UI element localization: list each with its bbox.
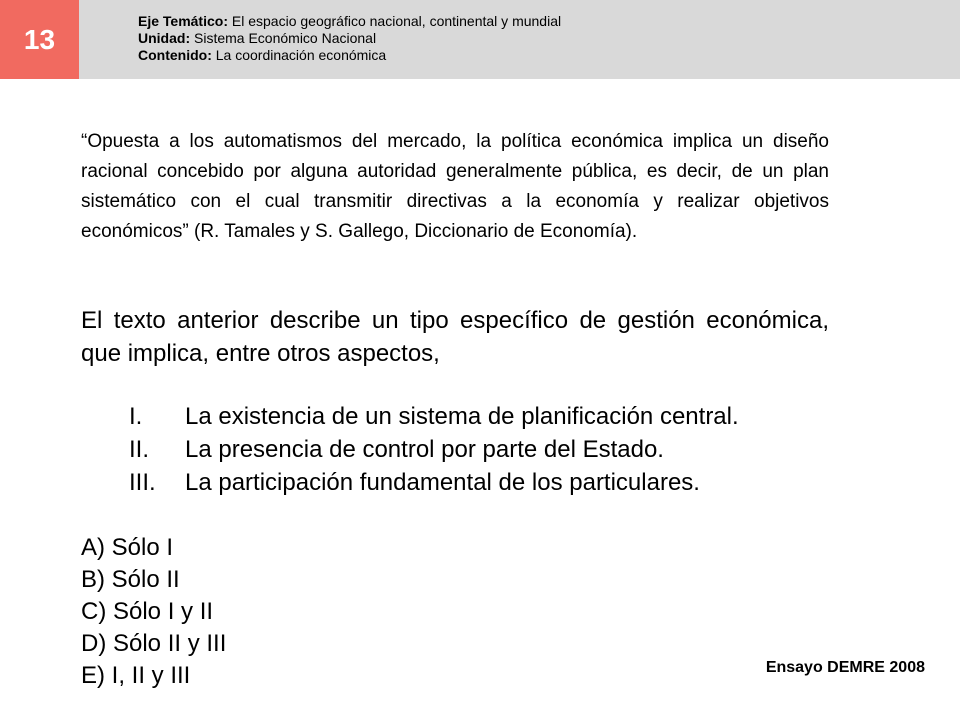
source-citation: Ensayo DEMRE 2008	[765, 659, 925, 676]
question-number-badge: 13	[0, 0, 79, 79]
question-stem: El texto anterior describe un tipo específico de gestión económica, que implica, entre otros aspectos,	[81, 307, 829, 367]
answer-option-b[interactable]: B) Sólo II	[81, 566, 180, 593]
answer-options	[81, 532, 226, 692]
quote-paragraph: “Opuesta a los automatismos del mercado, la política económica implica un diseño racional concebido por alguna autoridad generalmente pública, es decir, de un plan sistemático con el cual transmitir directivas a la economía y realizar objetivos económicos” (R. Tamales y S. Gallego, Diccionario de Economía).	[81, 131, 829, 242]
unidad-value: Sistema Económico Nacional	[194, 30, 377, 46]
answer-option-c[interactable]: C) Sólo I y II	[81, 598, 214, 625]
statement-text: La participación fundamental de los particulares.	[185, 469, 700, 496]
header-bar	[0, 0, 960, 79]
statement-item	[81, 433, 881, 466]
statement-number: III.	[129, 469, 156, 496]
statement-text: La presencia de control por parte del Estado.	[185, 436, 664, 463]
unidad-line	[138, 30, 561, 47]
contenido-value: La coordinación económica	[215, 47, 387, 63]
contenido-label: Contenido:	[138, 47, 212, 63]
eje-tematico-label: Eje Temático:	[138, 13, 228, 29]
question-metadata	[138, 13, 561, 64]
statement-list	[81, 400, 881, 499]
contenido-line	[138, 47, 561, 64]
statement-item	[81, 466, 881, 499]
unidad-label: Unidad:	[138, 30, 191, 46]
statement-item	[81, 400, 881, 433]
answer-option-a[interactable]: A) Sólo I	[81, 534, 174, 561]
statement-number: II.	[129, 436, 150, 463]
statement-text: La existencia de un sistema de planificación central.	[185, 403, 739, 430]
answer-option-e[interactable]: E) I, II y III	[81, 662, 191, 689]
statement-number: I.	[129, 403, 143, 430]
eje-tematico-value: El espacio geográfico nacional, continental y mundial	[231, 13, 562, 29]
eje-tematico-line	[138, 13, 561, 30]
answer-option-d[interactable]: D) Sólo II y III	[81, 630, 227, 657]
